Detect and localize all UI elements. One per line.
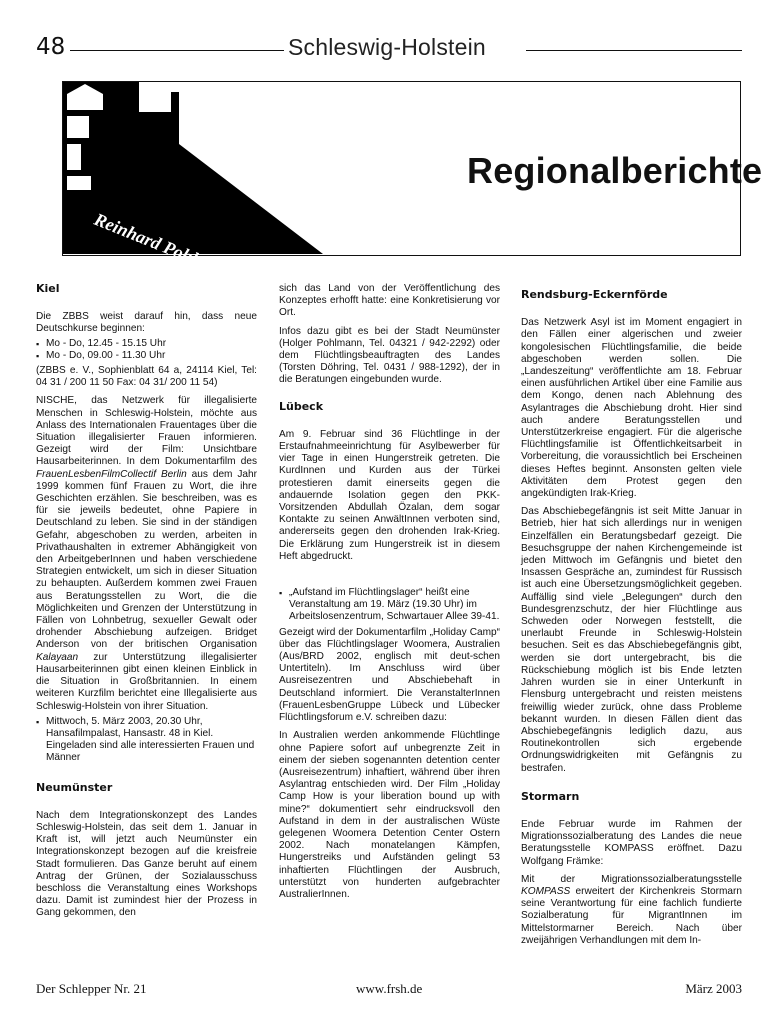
paragraph: Das Netzwerk Asyl ist im Moment engagiert in den Fällen einer algerischen und zweier kongolesischen Flüchtlingsfamilie, die beide abgeschoben werden sollen. Die „Landeszeitung“ veröffentlichte am 18. Februar einen ausführlichen Artikel über eine Familie aus dem Kongo, denen nach Ablehnung des Asylantrages die Abschiebung droht. Hier sind auch andere Beratungsstellen und Unterstützerkreise engagiert. Für die algerische Flüchtlingsfamilie ist Öffentlichkeitsarbeit in Vorbereitung, die voraussichtlich bei Erscheinen dieses Heftes beginnt. Ansonsten gelten viele Aktivitäten dem Protest gegen den angekündigten Irak-Krieg. — [521, 317, 742, 500]
paragraph: NISCHE, das Netzwerk für illegalisierte Menschen in Schleswig-Holstein, möchte aus Anlass des Internationalen Frauentages über die Situation illegalisierter Frauen informieren. Gezeigt wird der Film: Unsichtbare Hausarbeiterinnen. In dem Dokumentarfilm des FrauenLesbenFilmCollectif Berlin aus dem Jahr 1999 kommen fünf Frauen zu Wort, die ihre Geschichten erzählen. Sie beschreiben, was es für sie jeweils bedeutet, ohne Papiere in Deutschland zu leben. Sie sind in der ständigen Gefahr, abgeschoben zu werden, arbeiten in Privathaushalten in extremer Abhängigkeit von den ArbeitgeberInnen und haben verschiedene Strategien entwickelt, um sich in dieser Situation zu behaupten. Außerdem kommen zwei Frauen aus Beratungsstellen zu Wort, die die Möglichkeiten und Grenzen der Unterstützung in Fällen von Lohnbetrug, sexueller Gewalt oder drohender Abschiebung aufzeigen. Bridget Anderson von der britischen Organisation Kalayaan zur Unterstützung illegalisierter Hausarbeiterinnen gibt einen kleinen Einblick in die Situation in Großbritannien. In einem weiteren Kurzfilm berichtet eine Illegalisierte aus Schleswig-Holstein von ihrer Situation. — [36, 395, 257, 712]
section-title: Schleswig-Holstein — [288, 34, 486, 60]
footer-publication: Der Schlepper Nr. 21 — [36, 981, 147, 996]
header-rule-left — [70, 50, 284, 51]
paragraph: In Australien werden ankommende Flüchtlinge ohne Papiere sofort auf unbegrenzte Zeit in einem der sieben sogenannten detention center (Ausreisezentrum) inhaftiert, während über ihren Asylantrag entschieden wird. Der Film „Holiday Camp How is your liberation bound up with mine?“ dokumentiert sehr eindrucksvoll den Aufstand in dem in der australischen Wüste gelegenen Woomera Detention Center Ostern 2002. Nach monatelangen Kämpfen, Hungerstreiks und Aufständen gelingt 53 inhaftierten Flüchtlingen der Ausbruch, unterstützt von hunderten aufgebrachter AustralierInnen. — [279, 730, 500, 900]
paragraph: Mit der Migrationssozialberatungsstelle KOMPASS erweitert der Kirchenkreis Stormarn seine Verantwortung für eine fachlich fundierte Sozialberatung für MigrantInnen im Mittelstormarner Bereich. Nach über zweijährigen Verhandlungen mit dem In- — [521, 873, 742, 946]
column-1 — [36, 283, 257, 926]
heading-stormarn: Stormarn — [521, 789, 580, 803]
paragraph: Die ZBBS weist darauf hin, dass neue Deutschkurse beginnen: — [36, 311, 257, 335]
page-number: 48 — [36, 34, 66, 60]
banner — [62, 81, 763, 269]
banner-title: Regionalberichte — [467, 150, 763, 191]
heading-rendsburg: Rendsburg-Eckernförde — [521, 288, 668, 301]
page-header — [36, 34, 742, 64]
paragraph: Das Abschiebegefängnis ist seit Mitte Januar in Betrieb, hier hat sich allerdings nur in wenigen Einzelfällen ein Beratungsbedarf gezeigt. Die Besuchsgruppe der nahen Kirchengemeinde ist jeden Mittwoch im Gefängnis und bietet den Insassen Gespräche an, zumindest für Russisch ist auch eine Übersetzungsmöglichkeit gegeben. Auffällig sind viele „Belegungen“ durch den Bundesgrenzschutz, der hier Flüchtlinge aus Schweden oder Norwegen feststellt, die unerlaubt Freunde in Schleswig-Holstein besuchen. Seit es das Abschiebegefängnis gibt, werden sie dort untergebracht, bis die Rückschiebung möglich ist bis Ende letzten Jahren wurden sie in einer Unterkunft in Flensburg untergebracht und reisten meistens freiwillig wieder zurück, ohne dass Probleme bekannt wurden. In diesen Fällen dient das Abschiebegefängnis lediglich dazu, aus Routinekontrollen sich ergebende Ordnungswidrigkeiten mit Gefängnis zu bestrafen. — [521, 506, 742, 774]
heading-kiel: Kiel — [36, 282, 60, 295]
author-name: Reinhard Pohl — [91, 209, 201, 269]
page-footer — [36, 981, 742, 997]
paragraph: Am 9. Februar sind 36 Flüchtlinge in der Erstaufnahmeeinrichtung für Asylbewerber für vier Tage in einen Hungerstreik getreten. Die KurdInnen und Kurden aus der Türkei protestieren damit einerseits gegen die andauernde Isolation gegen den PKK-Vorsitzenden Abdullah Özalan, dem sogar Kontakte zu seinen AnwältInnen verboten sind, andererseits gegen den drohenden Irak-Krieg. Die Erklärung zum Hungerstreik ist in diesem Heft abgedruckt. — [279, 428, 500, 562]
event-list — [36, 716, 257, 765]
heading-luebeck: Lübeck — [279, 399, 324, 413]
paragraph: (ZBBS e. V., Sophienblatt 64 a, 24114 Kiel, Tel: 04 31 / 200 11 50 Fax: 04 31/ 200 11 54) — [36, 365, 257, 389]
footer-date: März 2003 — [685, 981, 742, 996]
heading-neumuenster: Neumünster — [36, 780, 113, 794]
paragraph: Gezeigt wird der Dokumentarfilm „Holiday Camp“ über das Flüchtlingslager Woomera, Australien (Aus/BRD 2002, englisch mit deut-schen Untertiteln). Im Anschluss wird über Ausreisezentren und Abschiebehaft in Deutschland informiert. Die VeranstalterInnen (FrauenLesbenGruppe Lübeck und Lübecker Flüchtlingsforum e.V. schreiben dazu: — [279, 626, 500, 724]
column-2 — [279, 283, 500, 907]
footer-website: www.frsh.de — [356, 981, 423, 996]
paragraph: Ende Februar wurde im Rahmen der Migrationssozialberatung des Landes die neue Beratungsstelle KOMPASS eröffnet. Dazu Wolfgang Främke: — [521, 818, 742, 867]
paragraph: Infos dazu gibt es bei der Stadt Neumünster (Holger Pohlmann, Tel. 04321 / 942-2292) oder dem Flüchtlingsbeauftragten des Landes (Torsten Döhring, Tel. 0431 / 988-1292), der in die Beratungen eingebunden wurde. — [279, 325, 500, 386]
list-item: ▪ „Aufstand im Flüchtlingslager“ heißt eine Veranstaltung am 19. März (19.30 Uhr) im Arbeitslosenzentrum, Schwartauer Allee 39-41. — [279, 587, 500, 624]
column-3 — [521, 283, 742, 953]
course-list — [36, 338, 257, 362]
list-item: ▪ Mo - Do, 09.00 - 11.30 Uhr — [36, 350, 257, 362]
paragraph: sich das Land von der Veröffentlichung des Konzeptes erhofft hatte: eine Konkretisierung vor Ort. — [279, 283, 500, 319]
event-list — [279, 587, 500, 624]
header-rule-right — [526, 50, 742, 51]
list-item: ▪ Mittwoch, 5. März 2003, 20.30 Uhr, Hansafilmpalast, Hansastr. 48 in Kiel. Eingeladen sind alle interessierten Frauen und Männer — [36, 716, 257, 765]
paragraph: Nach dem Integrationskonzept des Landes Schleswig-Holstein, das seit dem 1. Januar in Kraft ist, will jetzt auch Neumünster ein Integrationskonzept bezogen auf die kreisfreie Stadt formulieren. Das Ganze beruht auf einem Antrag der Grünen, der Sozialausschuss beschloss die Veranstaltung eines Workshops dazu. Damit ist zumindest hier der Prozess in Gang gekommen, den — [36, 809, 257, 919]
list-item: ▪ Mo - Do, 12.45 - 15.15 Uhr — [36, 338, 257, 350]
